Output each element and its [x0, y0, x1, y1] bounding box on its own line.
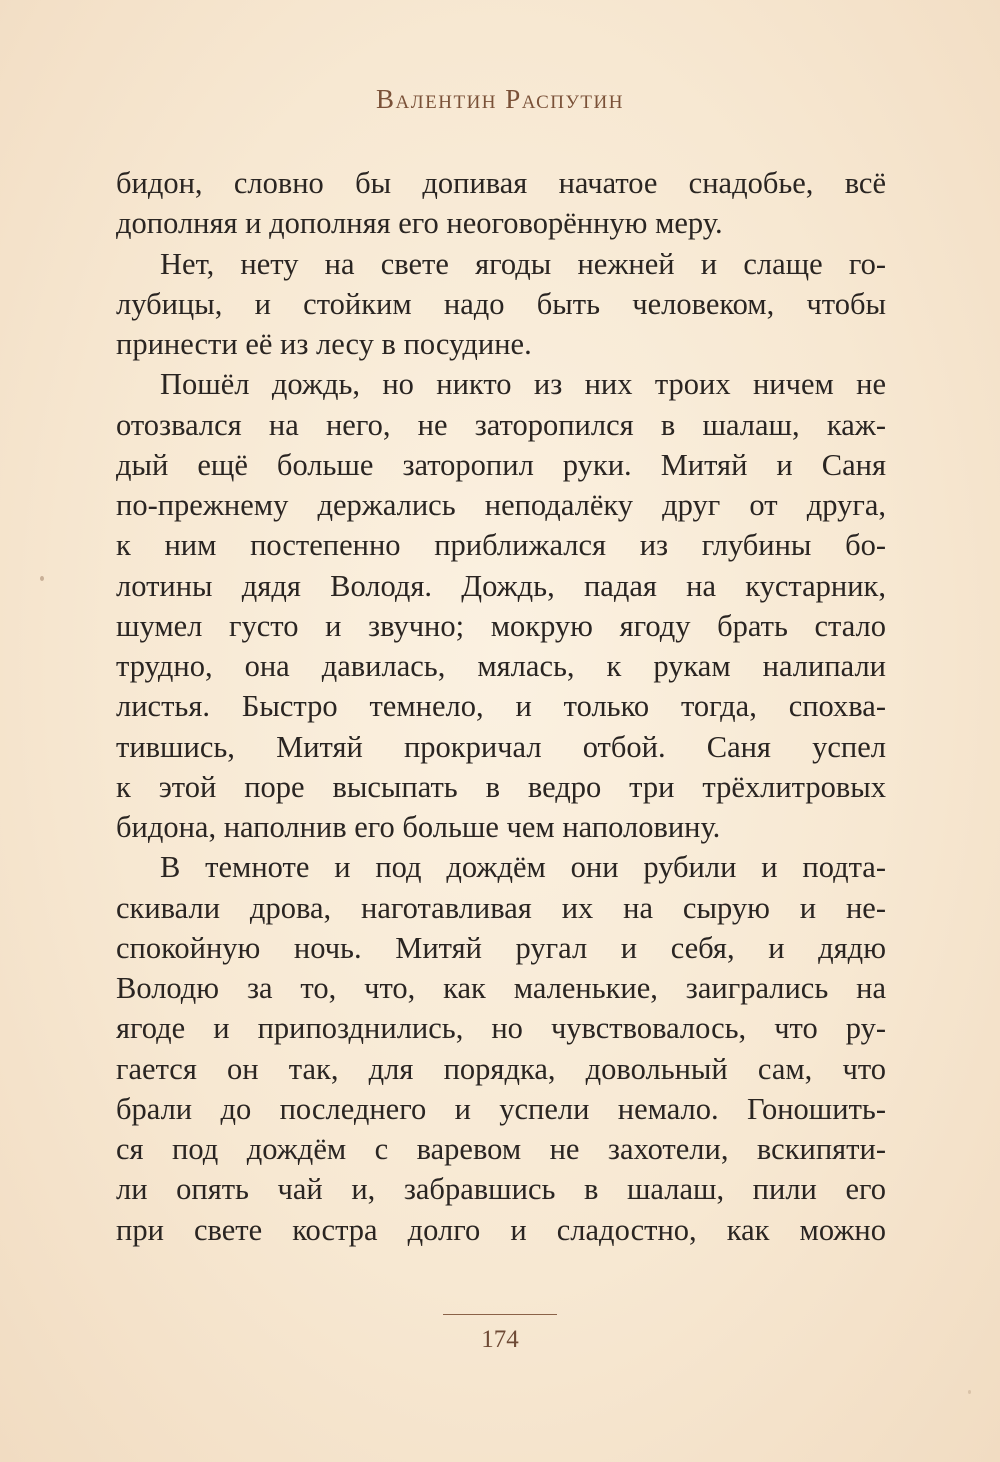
text-line: дый ещё больше заторопил руки. Митяй и Саня: [116, 447, 886, 482]
text-line: ягоде и припозднились, но чувствовалось, что ру-: [116, 1011, 886, 1046]
paper-speck: [968, 1390, 971, 1394]
text-line: трудно, она давилась, мялась, к рукам налипали: [116, 649, 886, 683]
text-line: по-прежнему держались неподалёку друг от друга,: [116, 488, 886, 522]
body-text: [116, 163, 886, 1250]
running-title: Валентин Распутин: [376, 84, 624, 114]
text-line: ся под дождём с варевом не захотели, вскипяти-: [116, 1132, 886, 1166]
text-line: брали до последнего и успели немало. Гоношить-: [116, 1091, 886, 1126]
text-line: принести её из лесу в посудине.: [116, 327, 532, 361]
text-line: отозвался на него, не заторопился в шалаш, каж-: [116, 407, 886, 442]
text-line: В темноте и под дождём они рубили и подта-: [160, 850, 886, 885]
text-line: Володю за то, что, как маленькие, заигрались на: [116, 971, 886, 1005]
text-line: бидон, словно бы допивая начатое снадобье, всё: [116, 166, 886, 200]
text-line: при свете костра долго и сладостно, как можно: [116, 1212, 886, 1247]
text-line: к ним постепенно приближался из глубины бо-: [116, 528, 886, 563]
text-line: бидона, наполнив его больше чем наполовину.: [116, 810, 721, 844]
page-number: 174: [481, 1326, 519, 1353]
text-line: Нет, нету на свете ягоды нежней и слаще го-: [160, 246, 886, 281]
text-line: листья. Быстро темнело, и только тогда, спохва-: [116, 689, 886, 724]
text-line: тившись, Митяй прокричал отбой. Саня успел: [116, 729, 886, 764]
text-line: шумел густо и звучно; мокрую ягоду брать стало: [116, 608, 886, 643]
text-line: ли опять чай и, забравшись в шалаш, пили его: [116, 1172, 886, 1207]
text-line: лотины дядя Володя. Дождь, падая на кустарник,: [116, 568, 886, 603]
text-line: дополняя и дополняя его неоговорённую меру.: [116, 206, 723, 241]
text-line: лубицы, и стойким надо быть человеком, чтобы: [116, 286, 886, 321]
text-line: скивали дрова, наготавливая их на сырую и не-: [116, 890, 886, 925]
text-line: к этой поре высыпать в ведро три трёхлитровых: [116, 769, 886, 804]
folio-rule: [443, 1314, 557, 1315]
text-line: спокойную ночь. Митяй ругал и себя, и дядю: [116, 930, 886, 965]
text-line: гается он так, для порядка, довольный сам, что: [116, 1051, 886, 1086]
text-line: Пошёл дождь, но никто из них троих ничем не: [160, 367, 886, 402]
paper-speck: [40, 576, 44, 581]
